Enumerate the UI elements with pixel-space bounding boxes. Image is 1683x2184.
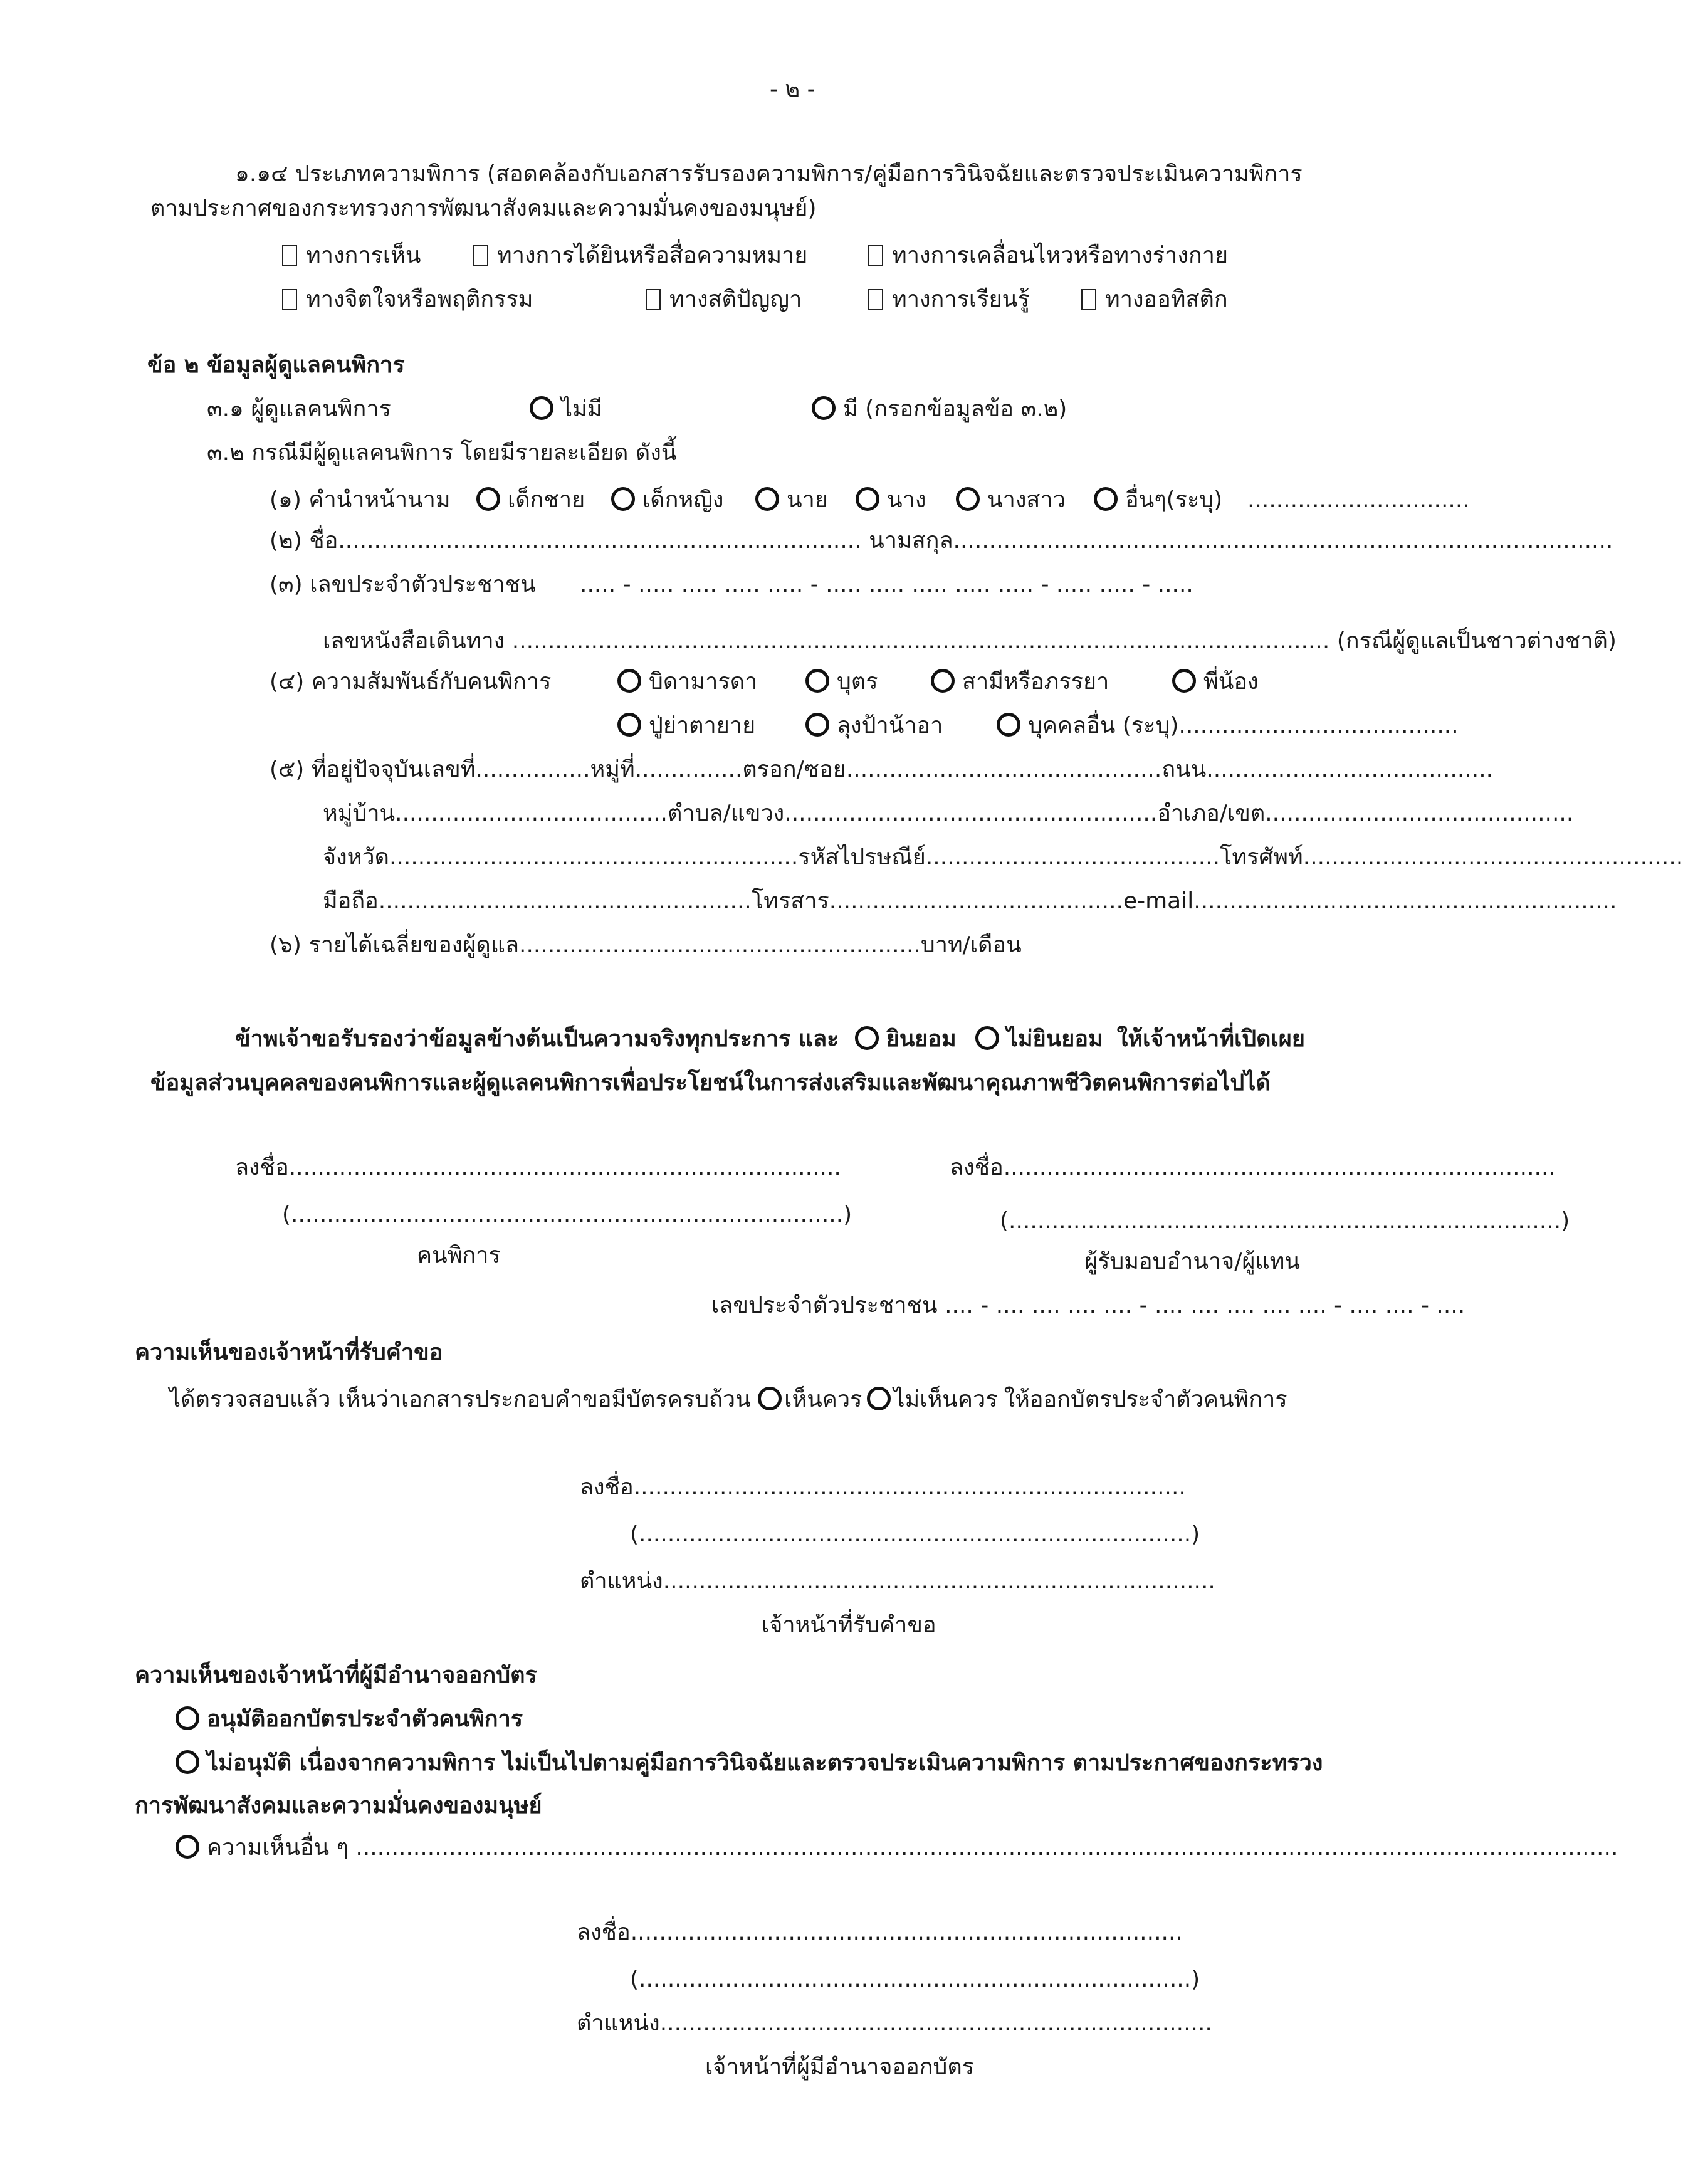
authority-sign-label: ลงชื่อ — [577, 1919, 631, 1945]
id-row — [270, 570, 1193, 599]
radio-sibling[interactable] — [1172, 669, 1196, 693]
other-person-field[interactable]: ....................................... — [1178, 713, 1459, 738]
radio-mr[interactable] — [755, 487, 779, 511]
address-row3 — [323, 843, 1683, 872]
option-visual[interactable]: ทางการเห็น — [282, 241, 473, 270]
disability-options-row1 — [282, 241, 1228, 270]
radio-consent-yes[interactable] — [855, 1026, 879, 1050]
passport-row — [323, 627, 1617, 656]
option-sibling[interactable]: พี่น้อง — [1172, 668, 1259, 696]
citizen-id-label: (๓) เลขประจำตัวประชาชน — [270, 572, 536, 597]
representative-id-label: เลขประจำตัวประชาชน — [711, 1293, 938, 1318]
income-row — [270, 931, 1022, 960]
option-reject[interactable]: ไม่อนุมัติ เนื่องจากความพิการ ไม่เป็นไปตามคู่มือการวินิจฉัยและตรวจประเมินความพิการ ตามประกาศของกระทรวง — [176, 1749, 1323, 1778]
option-grandparents[interactable]: ปู่ย่าตายาย — [617, 711, 805, 740]
reject-reason-cont: การพัฒนาสังคมและความมั่นคงของมนุษย์ — [135, 1793, 542, 1819]
village-label: หมู่บ้าน — [323, 801, 396, 826]
radio-mrs[interactable] — [856, 487, 879, 511]
postal-label: รหัสไปรษณีย์ — [798, 844, 926, 870]
option-boy[interactable]: เด็กชาย — [476, 486, 611, 515]
officer-sign-field[interactable]: ............................................................................. — [633, 1474, 1186, 1500]
disability-options-row2 — [282, 285, 1228, 314]
postal-field[interactable]: ......................................... — [925, 844, 1220, 870]
sign-left-name-field[interactable]: (.............................................................................) — [282, 1202, 852, 1227]
authority-sign-field[interactable]: ............................................................................. — [630, 1919, 1183, 1945]
sign-right — [950, 1153, 1556, 1182]
option-no-caregiver[interactable]: ไม่มี — [530, 395, 812, 424]
title-prefix-label: (๑) คำนำหน้านาม — [270, 487, 451, 513]
mobile-field[interactable]: .................................................... — [378, 888, 752, 914]
authority-name-field[interactable]: (.............................................................................) — [630, 1966, 1200, 1992]
radio-has-caregiver[interactable] — [812, 396, 836, 420]
first-name-field[interactable]: ......................................................................... — [338, 528, 862, 554]
road-field[interactable]: ........................................ — [1206, 757, 1494, 782]
consent-line2: ข้อมูลส่วนบุคคลของคนพิการและผู้ดูแลคนพิการเพื่อประโยชน์ในการส่งเสริมและพัฒนาคุณภาพชีวิตคนพิการต่อไปได้ — [150, 1070, 1271, 1096]
citizen-id-field[interactable]: ..... - ..... ..... ..... ..... - ..... ..... ..... ..... ..... - ..... ..... - ..... — [580, 572, 1193, 597]
checkbox-movement[interactable] — [868, 245, 883, 266]
option-movement[interactable]: ทางการเคลื่อนไหวหรือทางร่างกาย — [868, 241, 1228, 270]
address-row4 — [323, 887, 1617, 916]
page-number: - ๒ - — [770, 76, 815, 102]
name-row — [270, 527, 1613, 555]
consent-text: ข้าพเจ้าขอรับรองว่าข้อมูลข้างต้นเป็นความจริงทุกประการ และ — [235, 1026, 839, 1052]
option-autism[interactable]: ทางออทิสติก — [1081, 285, 1228, 314]
address-row2 — [323, 799, 1573, 828]
authority-position — [577, 2009, 1212, 2038]
caregiver-details-label: ๓.๒ กรณีมีผู้ดูแลคนพิการ โดยมีรายละเอียด ดังนี้ — [207, 440, 677, 466]
authority-role: เจ้าหน้าที่ผู้มีอำนาจออกบัตร — [705, 2054, 975, 2080]
surname-label: นามสกุล — [869, 528, 953, 554]
moo-field[interactable]: ............... — [634, 757, 743, 782]
officer-position-label: ตำแหน่ง — [580, 1568, 663, 1594]
option-other-opinion[interactable]: ความเห็นอื่น ๆ ................................................................................................................................................................................ — [176, 1834, 1618, 1862]
officer-position-field[interactable]: ............................................................................. — [663, 1568, 1215, 1594]
checkbox-learning[interactable] — [868, 289, 883, 310]
radio-parents[interactable] — [617, 669, 641, 693]
representative-id-row — [711, 1291, 1465, 1320]
checkbox-hearing[interactable] — [473, 245, 488, 266]
option-other-title[interactable]: อื่นๆ(ระบุ) — [1094, 486, 1247, 515]
fax-label: โทรสาร — [751, 888, 829, 914]
sign-left-field[interactable]: ............................................................................. — [288, 1155, 841, 1180]
sign-right-label: ลงชื่อ — [950, 1155, 1004, 1180]
radio-no-caregiver[interactable] — [530, 396, 553, 420]
radio-disagree[interactable] — [867, 1387, 891, 1410]
amphoe-field[interactable]: ........................................... — [1265, 801, 1574, 826]
income-label: (๖) รายได้เฉลี่ยของผู้ดูแล — [270, 932, 520, 958]
radio-approve[interactable] — [176, 1706, 199, 1730]
email-label: e-mail — [1123, 888, 1194, 914]
tambon-label: ตำบล/แขวง — [668, 801, 785, 826]
option-intellectual[interactable]: ทางสติปัญญา — [646, 285, 868, 314]
officer-opinion-text: ได้ตรวจสอบแล้ว เห็นว่าเอกสารประกอบคำขอมีบัตรครบถ้วน — [169, 1387, 751, 1412]
option-consent-no[interactable]: ไม่ยินยอม — [975, 1025, 1103, 1054]
soi-label: ตรอก/ซอย — [742, 757, 846, 782]
relationship-row2 — [617, 711, 1459, 740]
radio-uncle-aunt[interactable] — [805, 713, 829, 737]
province-label: จังหวัด — [323, 844, 389, 870]
passport-label: เลขหนังสือเดินทาง — [323, 628, 505, 654]
passport-field[interactable]: .................................................................................................................. — [511, 628, 1330, 654]
phone-field[interactable]: ..................................................... — [1303, 844, 1683, 870]
option-parents[interactable]: บิดามารดา — [617, 668, 805, 696]
radio-consent-no[interactable] — [975, 1026, 999, 1050]
option-mr[interactable]: นาย — [755, 486, 856, 515]
radio-other-person[interactable] — [997, 713, 1020, 737]
house-no-label: (๕) ที่อยู่ปัจจุบันเลขที่ — [270, 757, 476, 782]
checkbox-visual[interactable] — [282, 245, 297, 266]
option-mrs[interactable]: นาง — [856, 486, 956, 515]
option-approve[interactable]: อนุมัติออกบัตรประจำตัวคนพิการ — [176, 1705, 523, 1734]
option-other-person[interactable]: บุคคลอื่น (ระบุ)....................................... — [997, 711, 1459, 740]
radio-reject[interactable] — [176, 1750, 199, 1774]
other-opinion-field[interactable]: ................................................................................................................................................................................ — [355, 1835, 1618, 1861]
disability-type-heading-cont: ตามประกาศของกระทรวงการพัฒนาสังคมและความมั่นคงของมนุษย์) — [150, 196, 817, 221]
income-field[interactable]: ........................................................ — [519, 932, 921, 958]
officer-opinion-text-cont: ให้ออกบัตรประจำตัวคนพิการ — [1004, 1387, 1287, 1412]
province-field[interactable]: ......................................................... — [389, 844, 799, 870]
relationship-row1 — [270, 668, 1259, 696]
caregiver-exists-row — [207, 395, 1067, 424]
surname-field[interactable]: ............................................................................................ — [953, 528, 1613, 554]
sign-left-role: คนพิการ — [417, 1242, 501, 1268]
option-child[interactable]: บุตร — [805, 668, 931, 696]
option-girl[interactable]: เด็กหญิง — [611, 486, 755, 515]
radio-agree[interactable] — [758, 1387, 782, 1410]
disability-type-heading: ๑.๑๔ ประเภทความพิการ (สอดคล้องกับเอกสารรับรองความพิการ/คู่มือการวินิจฉัยและตรวจประเมินความพิการ — [235, 161, 1303, 187]
option-mental[interactable]: ทางจิตใจหรือพฤติกรรม — [282, 285, 646, 314]
radio-girl[interactable] — [611, 487, 635, 511]
option-consent-yes[interactable]: ยินยอม — [855, 1025, 957, 1054]
sign-left-label: ลงชื่อ — [235, 1155, 289, 1180]
authority-position-field[interactable]: ............................................................................. — [659, 2010, 1212, 2036]
caregiver-section-title: ข้อ ๒ ข้อมูลผู้ดูแลคนพิการ — [147, 352, 405, 378]
passport-note: (กรณีผู้ดูแลเป็นชาวต่างชาติ) — [1336, 628, 1617, 654]
officer-sign — [580, 1473, 1186, 1502]
address-row1 — [270, 755, 1493, 784]
checkbox-mental[interactable] — [282, 289, 297, 310]
village-field[interactable]: ...................................... — [395, 801, 668, 826]
officer-position — [580, 1567, 1215, 1596]
option-spouse[interactable]: สามีหรือภรรยา — [931, 668, 1172, 696]
authority-opinion-title: ความเห็นของเจ้าหน้าที่ผู้มีอำนาจออกบัตร — [135, 1662, 537, 1688]
officer-sign-label: ลงชื่อ — [580, 1474, 634, 1500]
option-agree[interactable]: เห็นควร — [758, 1385, 862, 1414]
phone-label: โทรศัพท์ — [1220, 844, 1303, 870]
radio-grandparents[interactable] — [617, 713, 641, 737]
amphoe-label: อำเภอ/เขต — [1157, 801, 1266, 826]
authority-sign — [577, 1918, 1183, 1947]
officer-role: เจ้าหน้าที่รับคำขอ — [762, 1612, 936, 1638]
fax-field[interactable]: ......................................... — [829, 888, 1123, 914]
moo-label: หมู่ที่ — [590, 757, 635, 782]
email-field[interactable]: ........................................................... — [1193, 888, 1617, 914]
option-uncle-aunt[interactable]: ลุงป้าน้าอา — [805, 711, 997, 740]
option-miss[interactable]: นางสาว — [956, 486, 1094, 515]
checkbox-intellectual[interactable] — [646, 289, 661, 310]
caregiver-exists-label: ๓.๑ ผู้ดูแลคนพิการ — [207, 396, 391, 422]
tambon-field[interactable]: .................................................... — [784, 801, 1158, 826]
radio-spouse[interactable] — [931, 669, 955, 693]
option-disagree[interactable]: ไม่เห็นควร — [867, 1385, 997, 1414]
radio-miss[interactable] — [956, 487, 980, 511]
consent-line1 — [235, 1025, 1305, 1054]
authority-position-label: ตำแหน่ง — [577, 2010, 660, 2036]
checkbox-autism[interactable] — [1081, 289, 1096, 310]
radio-other-title[interactable] — [1094, 487, 1118, 511]
option-has-caregiver[interactable]: มี (กรอกข้อมูลข้อ ๓.๒) — [812, 395, 1067, 424]
sign-left — [235, 1153, 841, 1182]
sign-right-name-field[interactable]: (.............................................................................) — [1000, 1208, 1570, 1234]
option-hearing[interactable]: ทางการได้ยินหรือสื่อความหมาย — [473, 241, 868, 270]
relationship-label: (๔) ความสัมพันธ์กับคนพิการ — [270, 669, 552, 695]
income-unit: บาท/เดือน — [920, 932, 1022, 958]
radio-child[interactable] — [805, 669, 829, 693]
radio-other-opinion[interactable] — [176, 1835, 199, 1859]
sign-right-field[interactable]: ............................................................................. — [1003, 1155, 1556, 1180]
consent-text-cont: ให้เจ้าหน้าที่เปิดเผย — [1116, 1026, 1305, 1052]
officer-name-field[interactable]: (.............................................................................) — [630, 1521, 1200, 1547]
road-label: ถนน — [1161, 757, 1207, 782]
title-prefix-row — [270, 486, 1470, 515]
officer-opinion-row — [169, 1385, 1287, 1414]
sign-right-role: ผู้รับมอบอำนาจ/ผู้แทน — [1084, 1249, 1301, 1274]
soi-field[interactable]: ............................................ — [846, 757, 1162, 782]
other-title-field[interactable]: ............................... — [1247, 487, 1470, 513]
house-no-field[interactable]: ................ — [475, 757, 590, 782]
name-label: (๒) ชื่อ — [270, 528, 338, 554]
mobile-label: มือถือ — [323, 888, 379, 914]
representative-id-field[interactable]: .... - .... .... .... .... - .... .... .... .... .... - .... .... - .... — [945, 1293, 1465, 1318]
option-learning[interactable]: ทางการเรียนรู้ — [868, 285, 1081, 314]
officer-opinion-title: ความเห็นของเจ้าหน้าที่รับคำขอ — [135, 1340, 443, 1365]
radio-boy[interactable] — [476, 487, 500, 511]
